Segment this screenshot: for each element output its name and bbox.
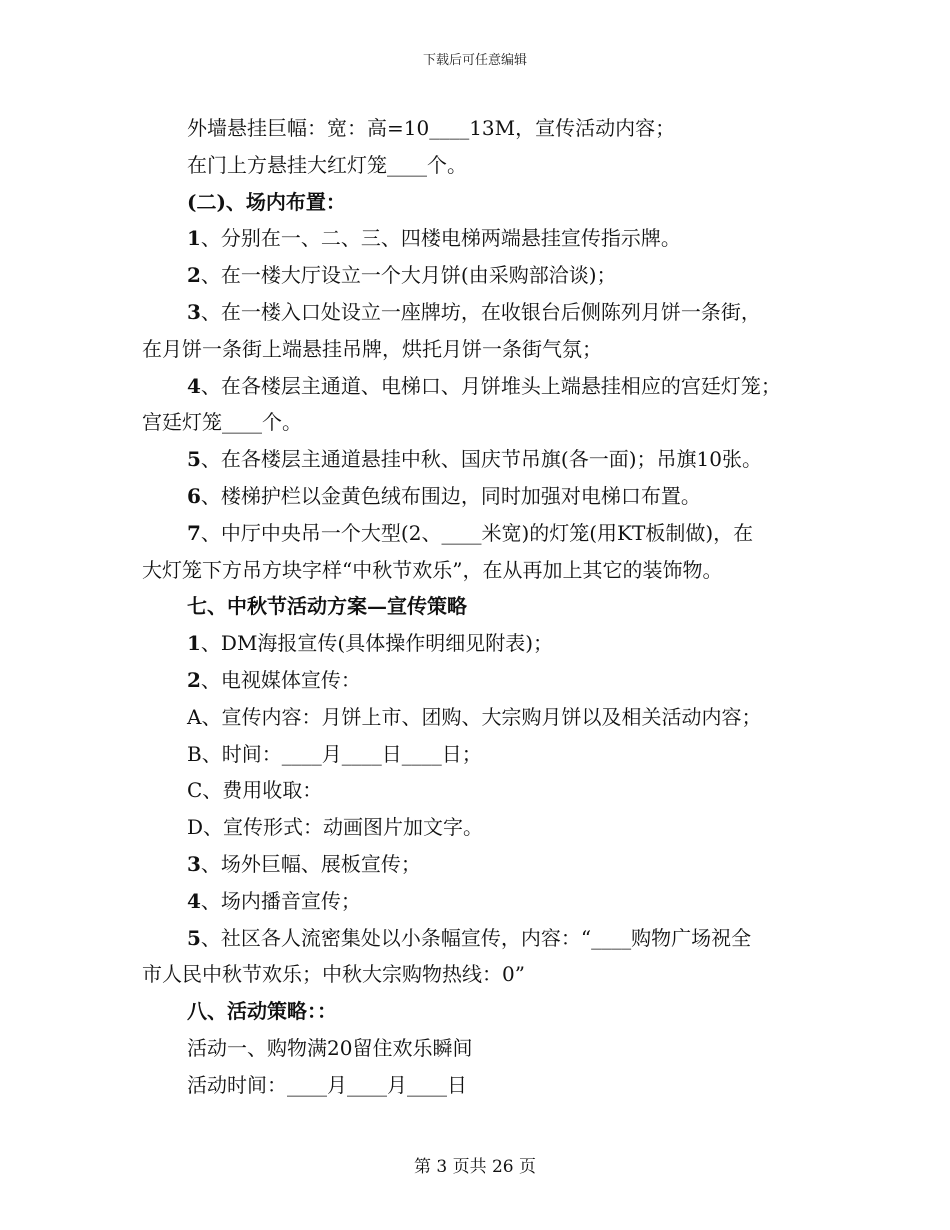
list-item: 3、在一楼入口处设立一座牌坊，在收银台后侧陈列月饼一条街， (187, 299, 761, 324)
list-item: 1、DM海报宣传(具体操作明细见附表)； (187, 631, 554, 656)
page-header: 下载后可任意编辑 (422, 53, 527, 68)
paragraph-line: 活动一、购物满20留住欢乐瞬间 (187, 1035, 473, 1060)
list-item: 4、在各楼层主通道、电梯口、月饼堆头上端悬挂相应的宫廷灯笼； (187, 373, 781, 398)
list-item: 5、社区各人流密集处以小条幅宣传，内容：“____购物广场祝全 (187, 925, 752, 950)
list-item: 7、中厅中央吊一个大型(2、____米宽)的灯笼(用KT板制做)，在 (187, 520, 754, 545)
list-item: 3、场外巨幅、展板宣传； (187, 851, 421, 876)
list-item: 1、分别在一、二、三、四楼电梯两端悬挂宣传指示牌。 (187, 226, 681, 251)
paragraph-line: 外墙悬挂巨幅：宽：高=10____13M，宣传活动内容； (187, 116, 676, 140)
paragraph-line: 在月饼一条街上端悬挂吊牌，烘托月饼一条街气氛； (142, 336, 602, 361)
list-item: 2、电视媒体宣传： (187, 667, 361, 692)
paragraph-line: 市人民中秋节欢乐；中秋大宗购物热线：0” (142, 962, 525, 987)
list-item: 4、场内播音宣传； (187, 888, 361, 913)
paragraph-line: 宫廷灯笼____个。 (142, 410, 302, 435)
paragraph-line: C、费用收取： (187, 778, 323, 803)
list-item: 2、在一楼大厅设立一个大月饼(由采购部洽谈)； (187, 263, 617, 288)
list-item: 5、在各楼层主通道悬挂中秋、国庆节吊旗(各一面)；吊旗10张。 (187, 447, 762, 472)
paragraph-line: 活动时间：____月____月____日 (187, 1072, 467, 1097)
paragraph-line: 大灯笼下方吊方块字样“中秋节欢乐”，在从再加上其它的装饰物。 (142, 557, 723, 582)
section-heading: (二)、场内布置： (187, 189, 346, 214)
paragraph-line: D、宣传形式：动画图片加文字。 (187, 815, 484, 840)
section-heading: 七、中秋节活动方案—宣传策略 (187, 594, 467, 619)
page-footer: 第 3 页共 26 页 (413, 1157, 537, 1177)
paragraph-line: B、时间：____月____日____日； (187, 741, 482, 766)
paragraph-line: 在门上方悬挂大红灯笼____个。 (187, 152, 467, 177)
document-body (142, 110, 810, 1104)
paragraph-line: A、宣传内容：月饼上市、团购、大宗购月饼以及相关活动内容； (187, 704, 762, 729)
list-item: 6、楼梯护栏以金黄色绒布围边，同时加强对电梯口布置。 (187, 483, 701, 508)
section-heading: 八、活动策略：： (187, 999, 337, 1024)
